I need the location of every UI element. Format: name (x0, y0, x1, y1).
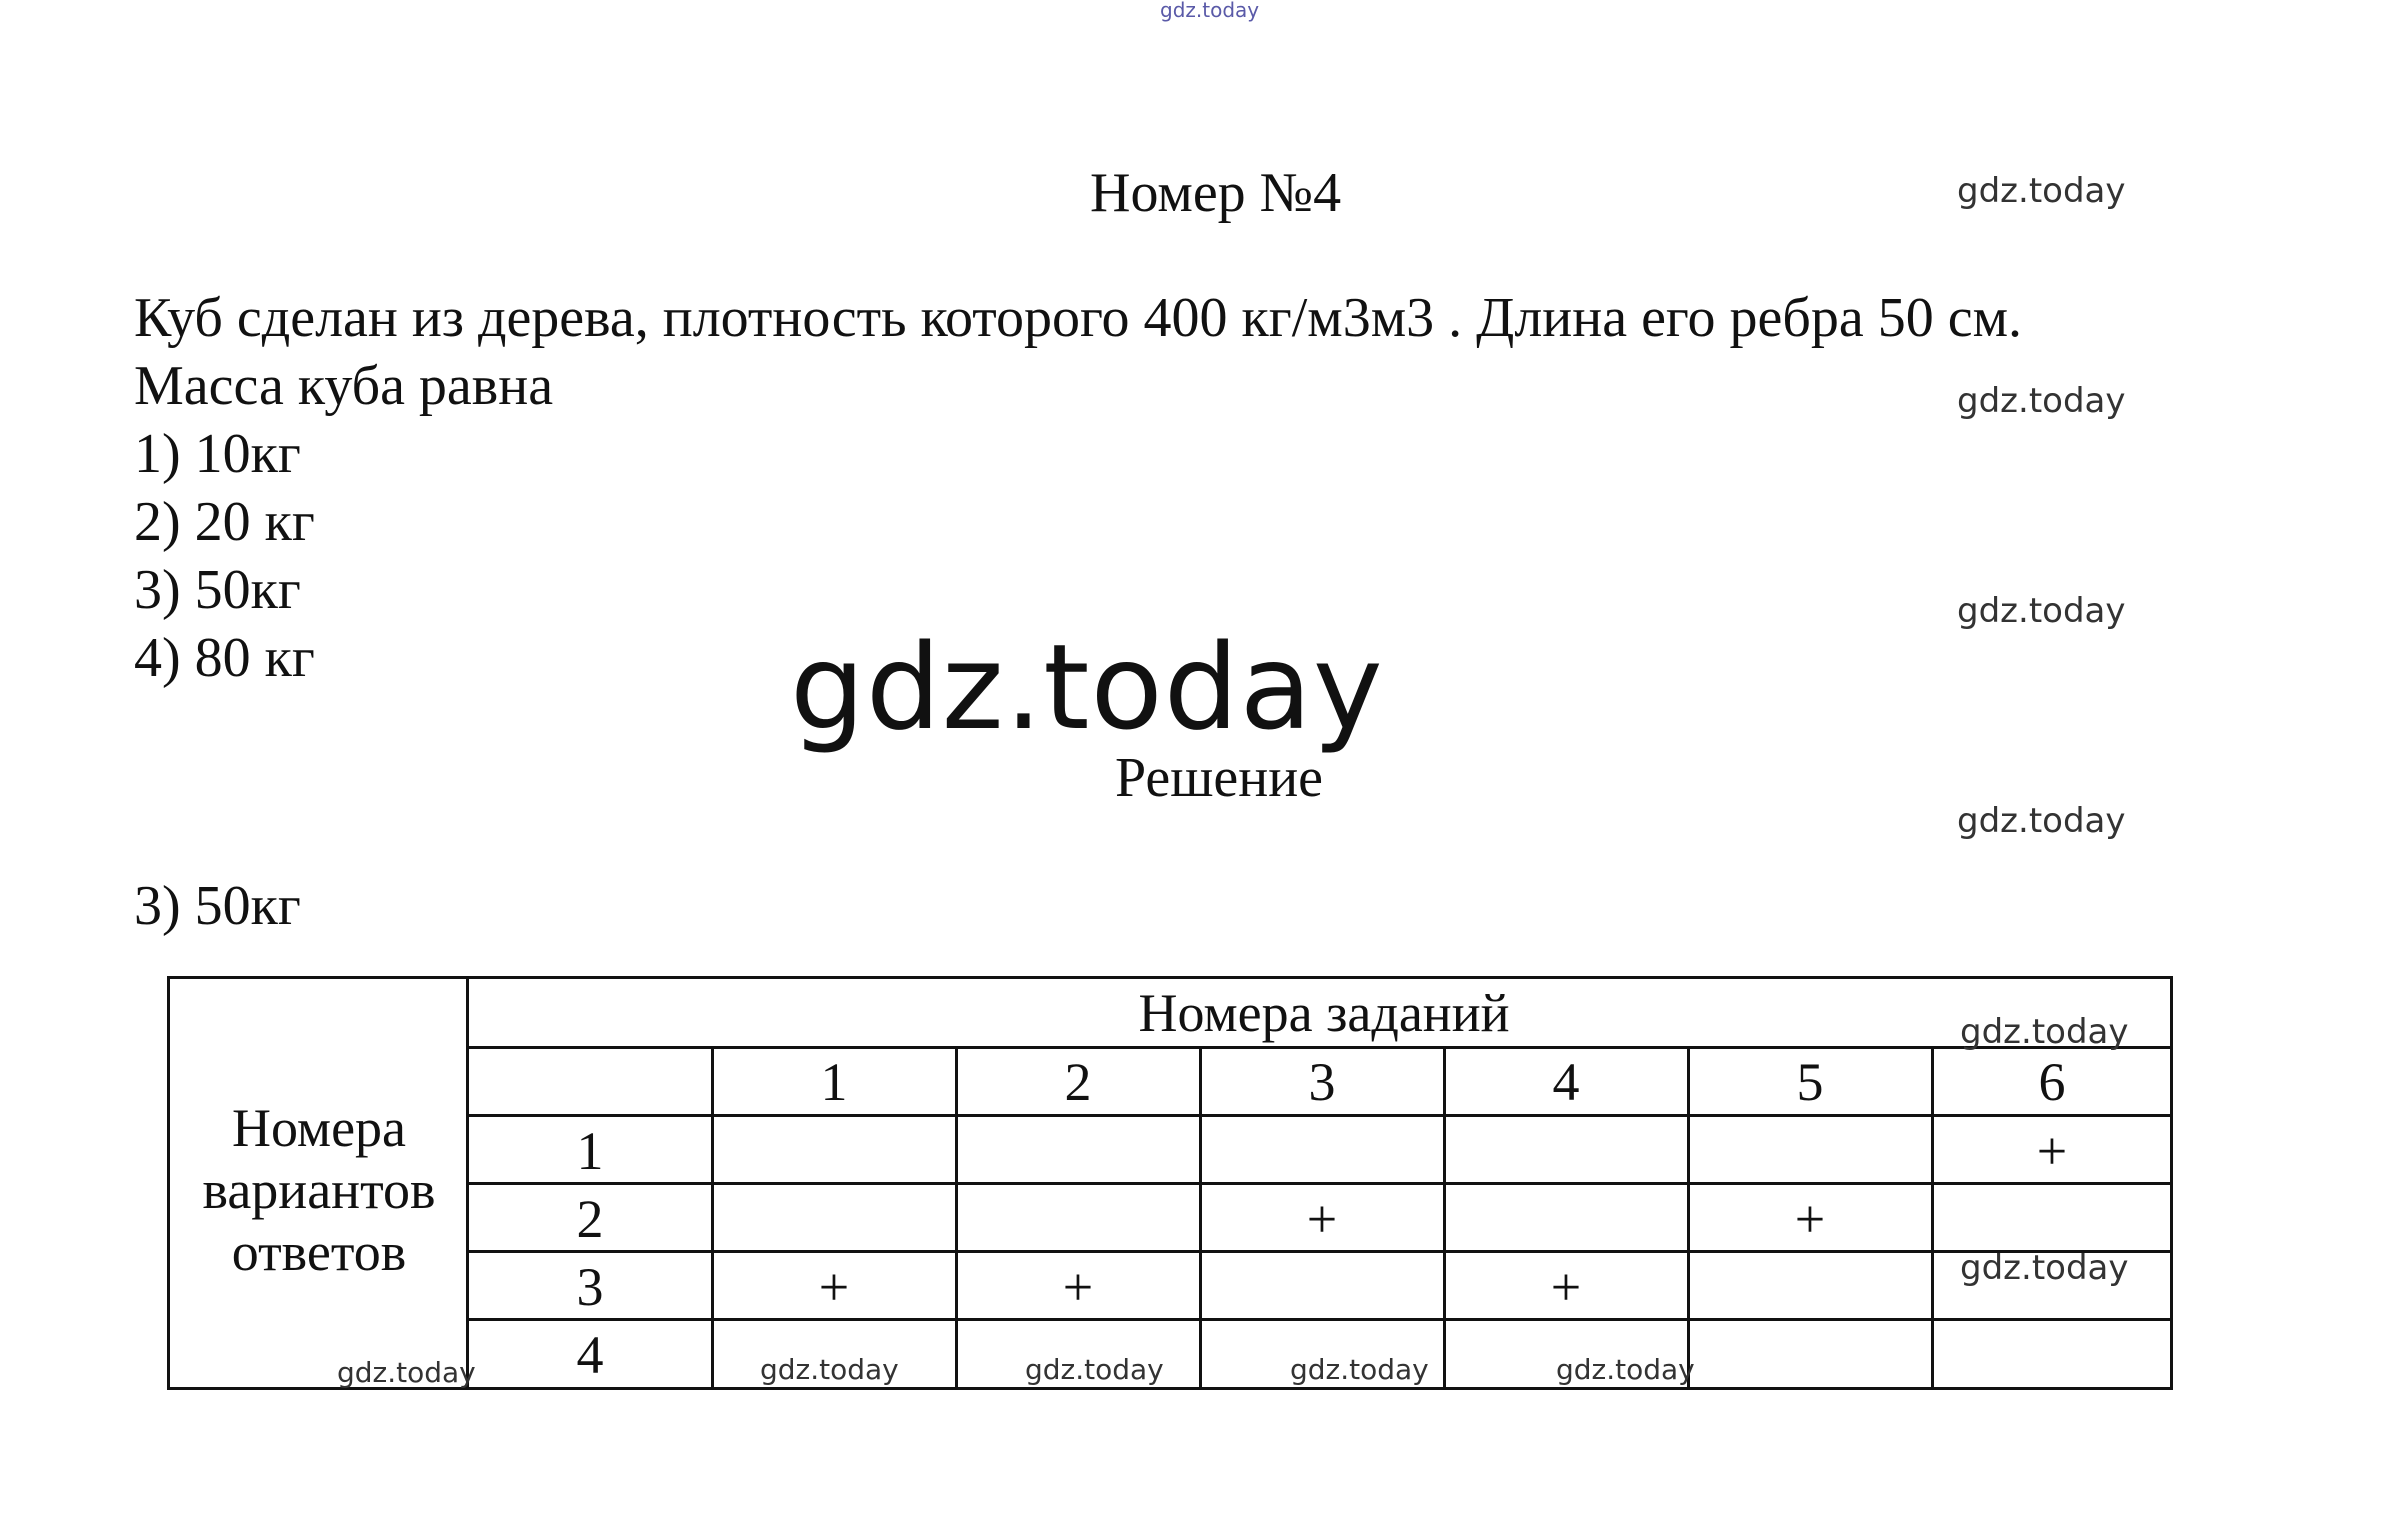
watermark: gdz.today (1957, 801, 2126, 841)
row-number: 2 (576, 1189, 604, 1249)
solution-answer: 3) 50кг (134, 875, 301, 937)
option-4: 4) 80 кг (134, 627, 315, 689)
table-line (468, 1046, 2170, 1049)
watermark-large: gdz.today (790, 618, 1384, 756)
answer-mark-r3-c2: + (1062, 1257, 1094, 1317)
answer-mark-r2-c5: + (1794, 1189, 1826, 1249)
answer-table (167, 976, 2173, 1390)
watermark-top: gdz.today (1160, 0, 1260, 22)
answer-mark-r3-c4: + (1550, 1257, 1582, 1317)
watermark: gdz.today (1960, 1012, 2129, 1052)
column-number: 2 (1064, 1052, 1092, 1112)
watermark: gdz.today (1957, 171, 2126, 211)
column-number: 1 (820, 1052, 848, 1112)
table-line (468, 1114, 2170, 1117)
answer-mark-r3-c1: + (818, 1257, 850, 1317)
row-number: 3 (576, 1257, 604, 1317)
solution-heading: Решение (1115, 747, 1324, 809)
watermark: gdz.today (1290, 1353, 1429, 1386)
column-number: 5 (1796, 1052, 1824, 1112)
table-line (955, 1046, 958, 1387)
table-line (1199, 1046, 1202, 1387)
column-number: 6 (2038, 1052, 2066, 1112)
row-header-line: ответов (231, 1222, 407, 1282)
page-title: Номер №4 (1090, 162, 1342, 224)
table-line (1443, 1046, 1446, 1387)
answer-mark-r2-c3: + (1306, 1189, 1338, 1249)
problem-statement: Куб сделан из дерева, плотность которого 400 кг/м3м3 . Длина его ребра 50 см. (134, 287, 2023, 349)
watermark: gdz.today (760, 1353, 899, 1386)
table-line (468, 1318, 2170, 1321)
table-line (711, 1046, 714, 1387)
column-group-header: Номера заданий (1138, 983, 1510, 1043)
row-number: 4 (576, 1325, 604, 1385)
row-number: 1 (576, 1121, 604, 1181)
table-line (468, 1250, 2170, 1253)
option-2: 2) 20 кг (134, 491, 315, 553)
watermark: gdz.today (1960, 1248, 2129, 1288)
answer-mark-r1-c6: + (2036, 1121, 2068, 1181)
table-line (1931, 1046, 1934, 1387)
watermark: gdz.today (1025, 1353, 1164, 1386)
option-1: 1) 10кг (134, 423, 301, 485)
watermark: gdz.today (1957, 381, 2126, 421)
watermark: gdz.today (1556, 1353, 1695, 1386)
column-number: 4 (1552, 1052, 1580, 1112)
problem-question: Масса куба равна (134, 355, 554, 417)
watermark: gdz.today (1957, 591, 2126, 631)
row-header-line: вариантов (202, 1160, 436, 1220)
problem-text (134, 284, 2022, 692)
watermark: gdz.today (337, 1356, 476, 1389)
column-number: 3 (1308, 1052, 1336, 1112)
row-header-cell (170, 979, 468, 1387)
table-line (468, 1182, 2170, 1185)
option-3: 3) 50кг (134, 559, 301, 621)
row-header-line: Номера (231, 1098, 407, 1158)
table-line (1687, 1046, 1690, 1387)
